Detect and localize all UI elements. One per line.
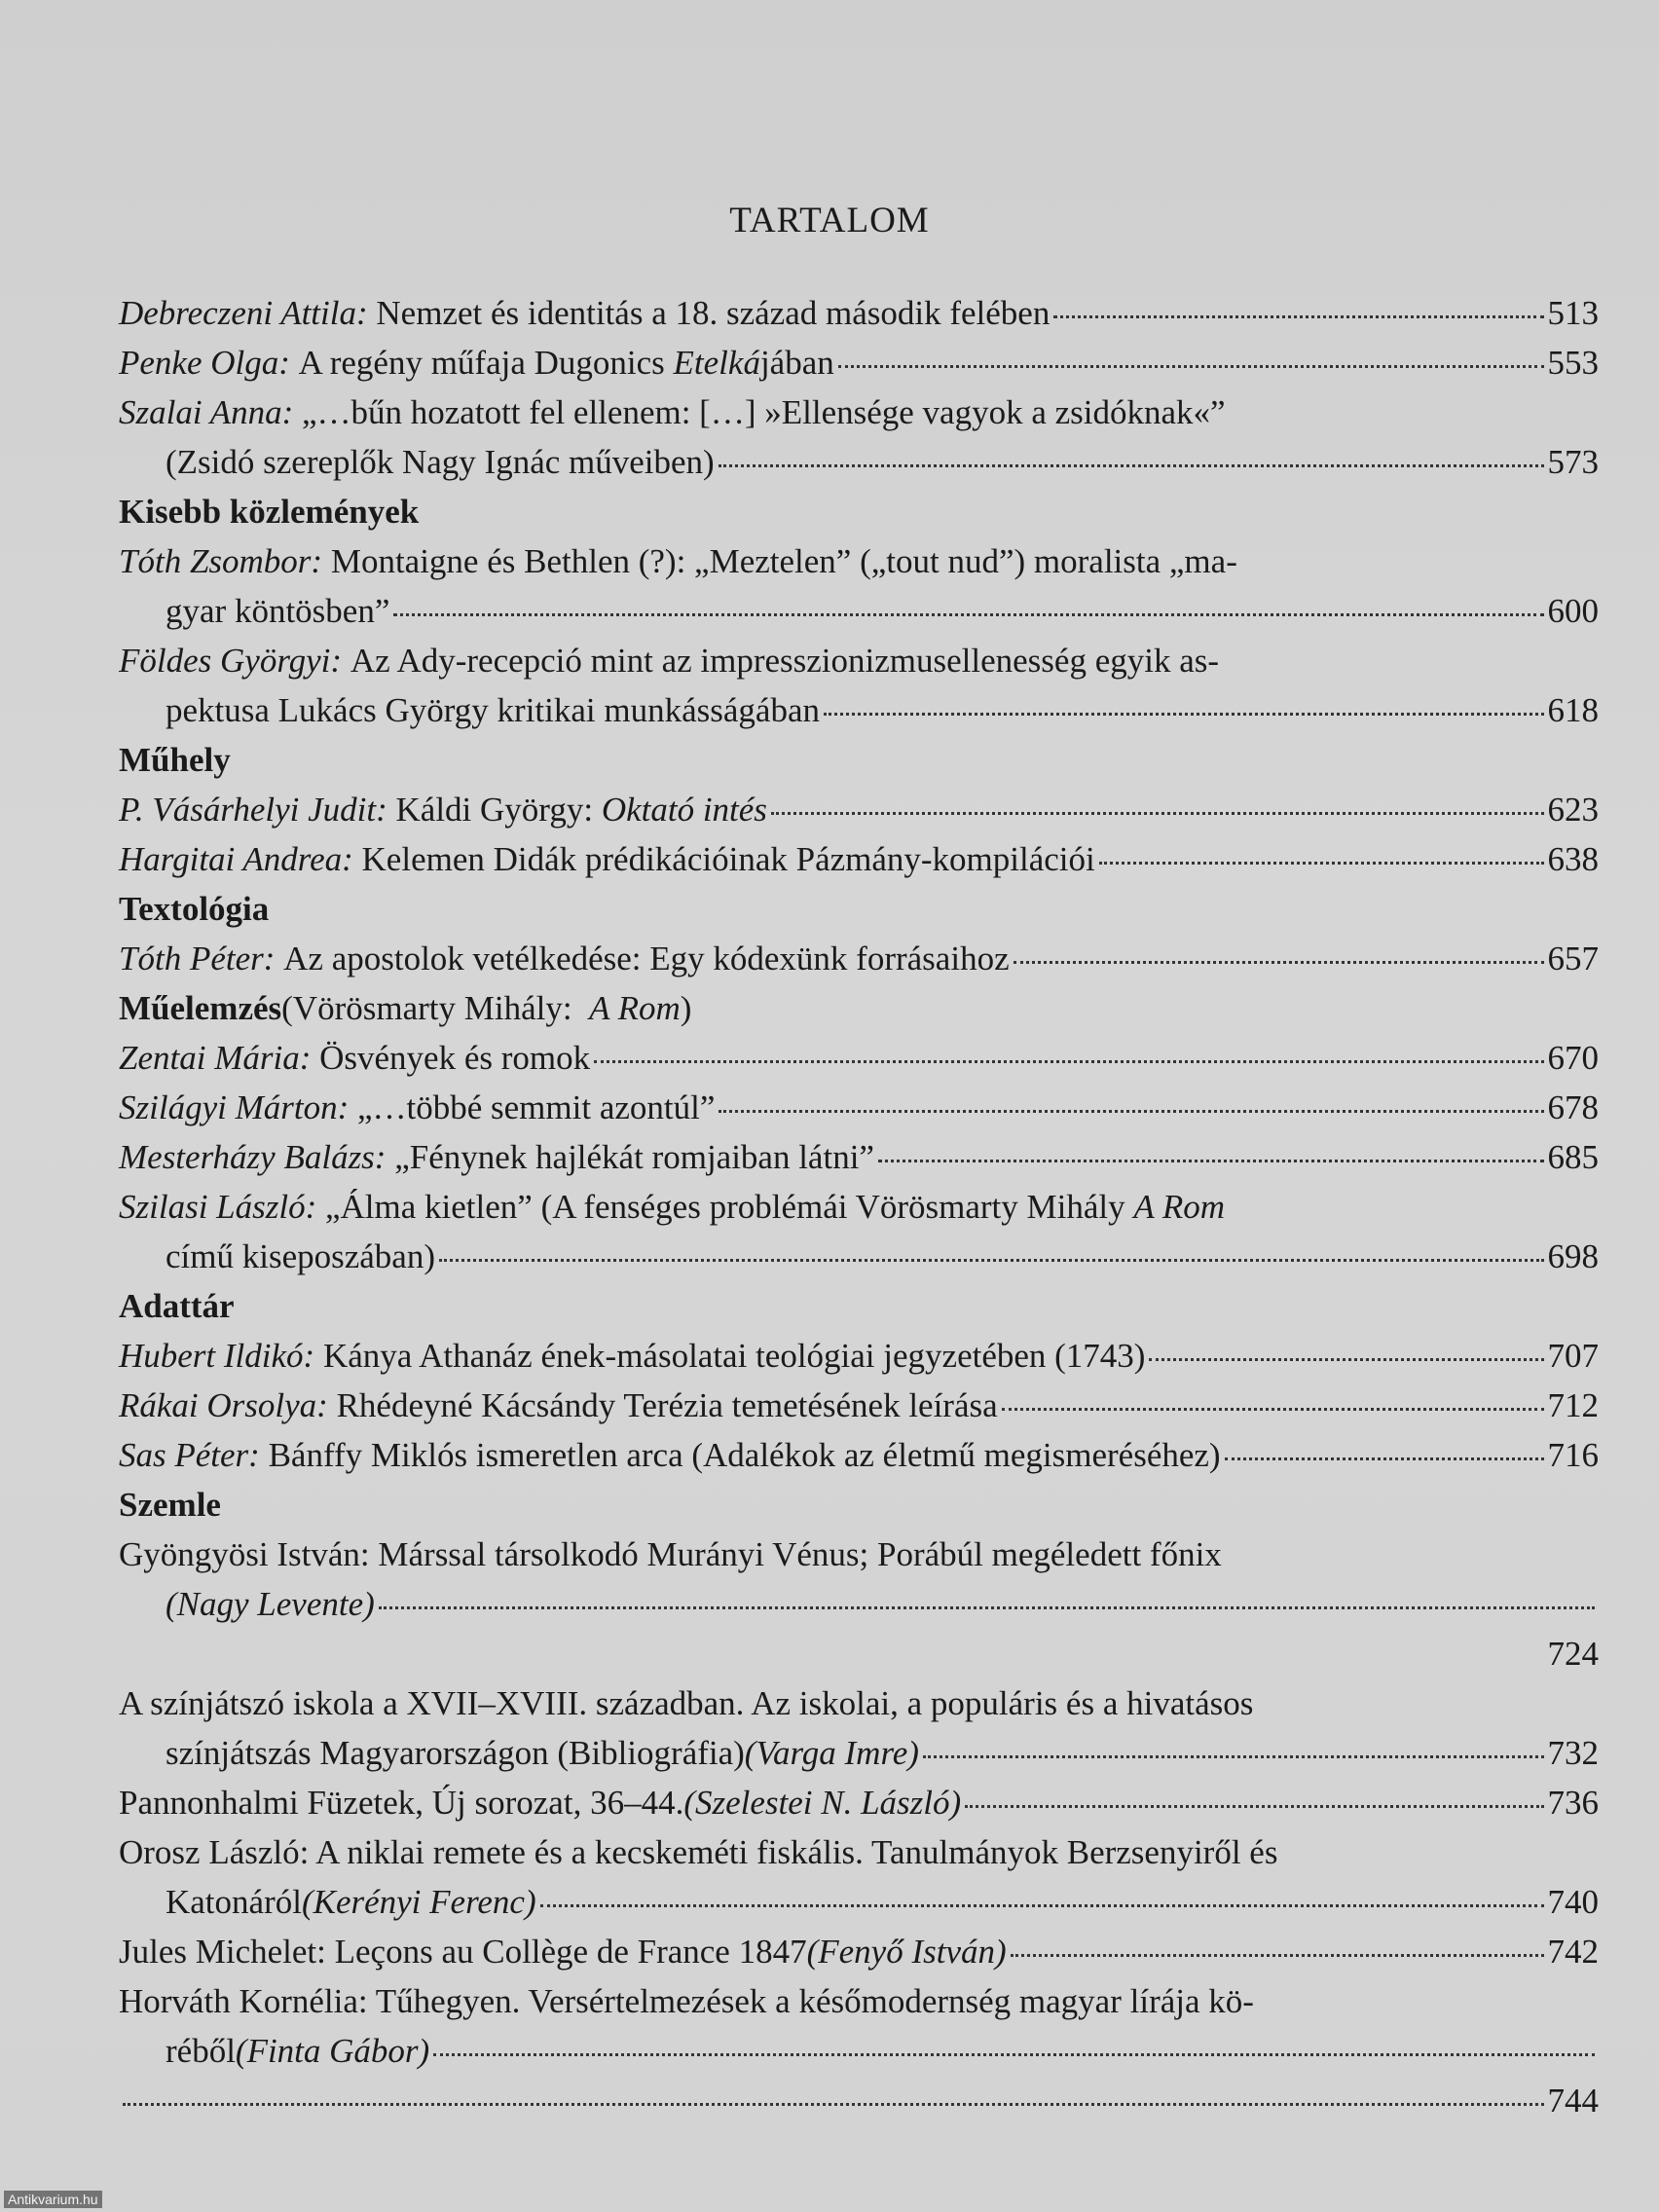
toc-line [119,1381,1599,1430]
toc-line [119,1232,1599,1281]
section-label: Műhely [119,741,231,779]
toc-line [119,2026,1599,2076]
toc-line [119,1827,1599,1877]
toc-line [119,1182,1599,1232]
toc-line [119,934,1599,983]
entry-title: Káldi György: [387,791,602,829]
entry-title-cont: pektusa Lukács György kritikai munkásságában [166,691,820,729]
section-label: Adattár [119,1287,235,1325]
toc-line [119,1331,1599,1381]
toc-line [119,1579,1599,1629]
reviewer-name: (Szelestei N. László) [683,1784,962,1822]
toc-line [119,1530,1599,1579]
toc-line [119,338,1599,387]
review-title: Pannonhalmi Füzetek, Új sorozat, 36–44. [119,1784,684,1822]
dot-leader [439,1258,1544,1262]
toc-line [119,387,1599,437]
entry-title-cont: című kiseposzában) [166,1237,435,1275]
toc-line [119,1430,1599,1480]
review-title: Horváth Kornélia: Tűhegyen. Versértelmezések a későmodernség magyar lírája kö- [119,1982,1254,2020]
entry-title-cont: (Zsidó szereplők Nagy Ignác műveiben) [166,443,715,481]
page-number: 670 [1547,1039,1599,1077]
page-number: 742 [1547,1933,1599,1971]
dot-leader [123,2102,1544,2106]
dot-leader [719,463,1544,467]
toc-line [119,1877,1599,1927]
dot-leader [1002,1407,1544,1411]
entry-title: A regény műfaja Dugonics [289,344,674,382]
page-number: 712 [1547,1386,1599,1424]
toc-line [119,636,1599,685]
table-of-contents [119,288,1599,2125]
page-number: 623 [1547,791,1599,829]
section-subtitle-end: ) [680,989,692,1027]
dot-leader [1099,861,1544,865]
entry-title-work: Etelká [673,344,760,382]
section-label: Műelemzés [119,989,282,1027]
page-number: 638 [1547,840,1599,878]
toc-line [119,1033,1599,1083]
review-title-cont: réből [166,2032,236,2070]
section-label: Kisebb közlemények [119,493,420,531]
page-number: 744 [1547,2082,1599,2120]
entry-author: P. Vásárhelyi Judit: [119,791,387,829]
entry-author: Penke Olga: [119,344,290,382]
page-number: 707 [1547,1337,1599,1375]
entry-author: Tóth Péter: [119,940,276,977]
entry-author: Földes Györgyi: [119,642,343,680]
entry-title: Rhédeyné Kácsándy Terézia temetésének leírása [327,1386,998,1424]
section-subtitle: (Vörösmarty Mihály: [281,989,590,1027]
entry-author: Rákai Orsolya: [119,1386,328,1424]
dot-leader [594,1059,1543,1063]
entry-title: „Fénynek hajlékát romjaiban látni” [386,1138,874,1176]
toc-line [119,586,1599,636]
review-title: Gyöngyösi István: Márssal társolkodó Murányi Vénus; Porábúl megéledett főnix [119,1535,1222,1573]
entry-author: Zentai Mária: [119,1039,312,1077]
page-number: 573 [1547,443,1599,481]
dot-leader [1225,1456,1544,1460]
reviewer-name: (Varga Imre) [744,1734,919,1772]
reviewer-name: (Nagy Levente) [166,1585,375,1623]
page-title: TARTALOM [729,201,930,240]
section-subtitle-work: A Rom [589,989,681,1027]
dot-leader [393,612,1543,616]
toc-line [119,2076,1599,2125]
toc-line [119,1678,1599,1728]
entry-author: Sas Péter: [119,1436,260,1474]
entry-author: Szalai Anna: [119,393,294,431]
dot-leader [838,364,1544,368]
dot-leader [1014,960,1544,964]
dot-leader [1053,314,1543,318]
entry-title: „…bűn hozatott fel ellenem: […] »Ellensége vagyok a zsidóknak«” [293,393,1226,431]
section-label: Szemle [119,1486,221,1524]
entry-author: Szilágyi Márton: [119,1088,350,1126]
entry-title: Bánffy Miklós ismeretlen arca (Adalékok az életmű megismeréséhez) [259,1436,1221,1474]
toc-line [119,1927,1599,1976]
review-title: Jules Michelet: Leçons au Collège de France 1847 [119,1933,807,1971]
reviewer-name: (Fenyő István) [806,1933,1007,1971]
reviewer-name: (Kerényi Ferenc) [301,1883,536,1921]
entry-title-work: A Rom [1133,1188,1226,1226]
entry-title: Nemzet és identitás a 18. század második felében [367,294,1051,332]
toc-line [119,1728,1599,1778]
page-number: 732 [1547,1734,1599,1772]
entry-title: Ösvények és romok [311,1039,591,1077]
review-title-cont: színjátszás Magyarországon (Bibliográfia) [166,1734,745,1772]
dot-leader [878,1159,1544,1162]
reviewer-name: (Finta Gábor) [235,2032,430,2070]
toc-line [119,785,1599,834]
page-number: 678 [1547,1088,1599,1126]
page-number: 724 [1547,1635,1599,1673]
entry-author: Hubert Ildikó: [119,1337,315,1375]
page-number: 618 [1547,691,1599,729]
page-number: 740 [1547,1883,1599,1921]
section-heading [119,884,1599,934]
entry-title: „Álma kietlen” (A fenséges problémái Vörösmarty Mihály [316,1188,1134,1226]
toc-line [119,1778,1599,1827]
dot-leader [771,811,1544,815]
dot-leader [719,1109,1543,1113]
entry-author: Tóth Zsombor: [119,542,323,580]
dot-leader [433,2052,1595,2056]
section-heading [119,1480,1599,1530]
entry-title: Az Ady-recepció mint az impresszionizmusellenesség egyik as- [342,642,1220,680]
toc-line [119,1132,1599,1182]
entry-author: Mesterházy Balázs: [119,1138,387,1176]
dot-leader [540,1903,1544,1907]
toc-line [119,1629,1599,1678]
review-title: Orosz László: A niklai remete és a kecskeméti fiskális. Tanulmányok Berzsenyiről és [119,1833,1278,1871]
section-heading [119,487,1599,536]
page-number: 657 [1547,940,1599,977]
watermark: Antikvarium.hu [4,2191,102,2208]
dot-leader [1011,1953,1544,1957]
toc-line [119,1976,1599,2026]
entry-author: Szilasi László: [119,1188,317,1226]
dot-leader [1149,1357,1543,1361]
toc-line [119,437,1599,487]
entry-title: Kánya Athanáz ének-másolatai teológiai jegyzetében (1743) [314,1337,1146,1375]
entry-title-cont: gyar köntösben” [166,592,390,630]
page-number: 600 [1547,592,1599,630]
review-title: A színjátszó iskola a XVII–XVIII. században. Az iskolai, a populáris és a hivatásos [119,1684,1254,1722]
page-number: 698 [1547,1237,1599,1275]
dot-leader [379,1605,1595,1609]
toc-line [119,834,1599,884]
page-number: 685 [1547,1138,1599,1176]
entry-author: Debreczeni Attila: [119,294,368,332]
entry-title: „…többé semmit azontúl” [349,1088,716,1126]
dot-leader [965,1804,1543,1808]
section-heading [119,983,1599,1033]
dot-leader [824,712,1544,716]
toc-line [119,536,1599,586]
section-heading [119,1281,1599,1331]
entry-title-end: jában [759,344,834,382]
toc-line [119,685,1599,735]
section-heading [119,735,1599,785]
review-title-cont: Katonáról [166,1883,302,1921]
dot-leader [923,1754,1544,1758]
page-number: 513 [1547,294,1599,332]
page-number: 716 [1547,1436,1599,1474]
entry-title: Kelemen Didák prédikációinak Pázmány-kompilációi [352,840,1095,878]
toc-line [119,1083,1599,1132]
toc-line [119,288,1599,338]
entry-author: Hargitai Andrea: [119,840,353,878]
entry-title: Az apostolok vetélkedése: Egy kódexünk forrásaihoz [275,940,1010,977]
entry-title-work: Oktató intés [601,791,767,829]
section-label: Textológia [119,890,270,928]
entry-title: Montaigne és Bethlen (?): „Meztelen” („tout nud”) moralista „ma- [322,542,1237,580]
page-number: 553 [1547,344,1599,382]
page-number: 736 [1547,1784,1599,1822]
